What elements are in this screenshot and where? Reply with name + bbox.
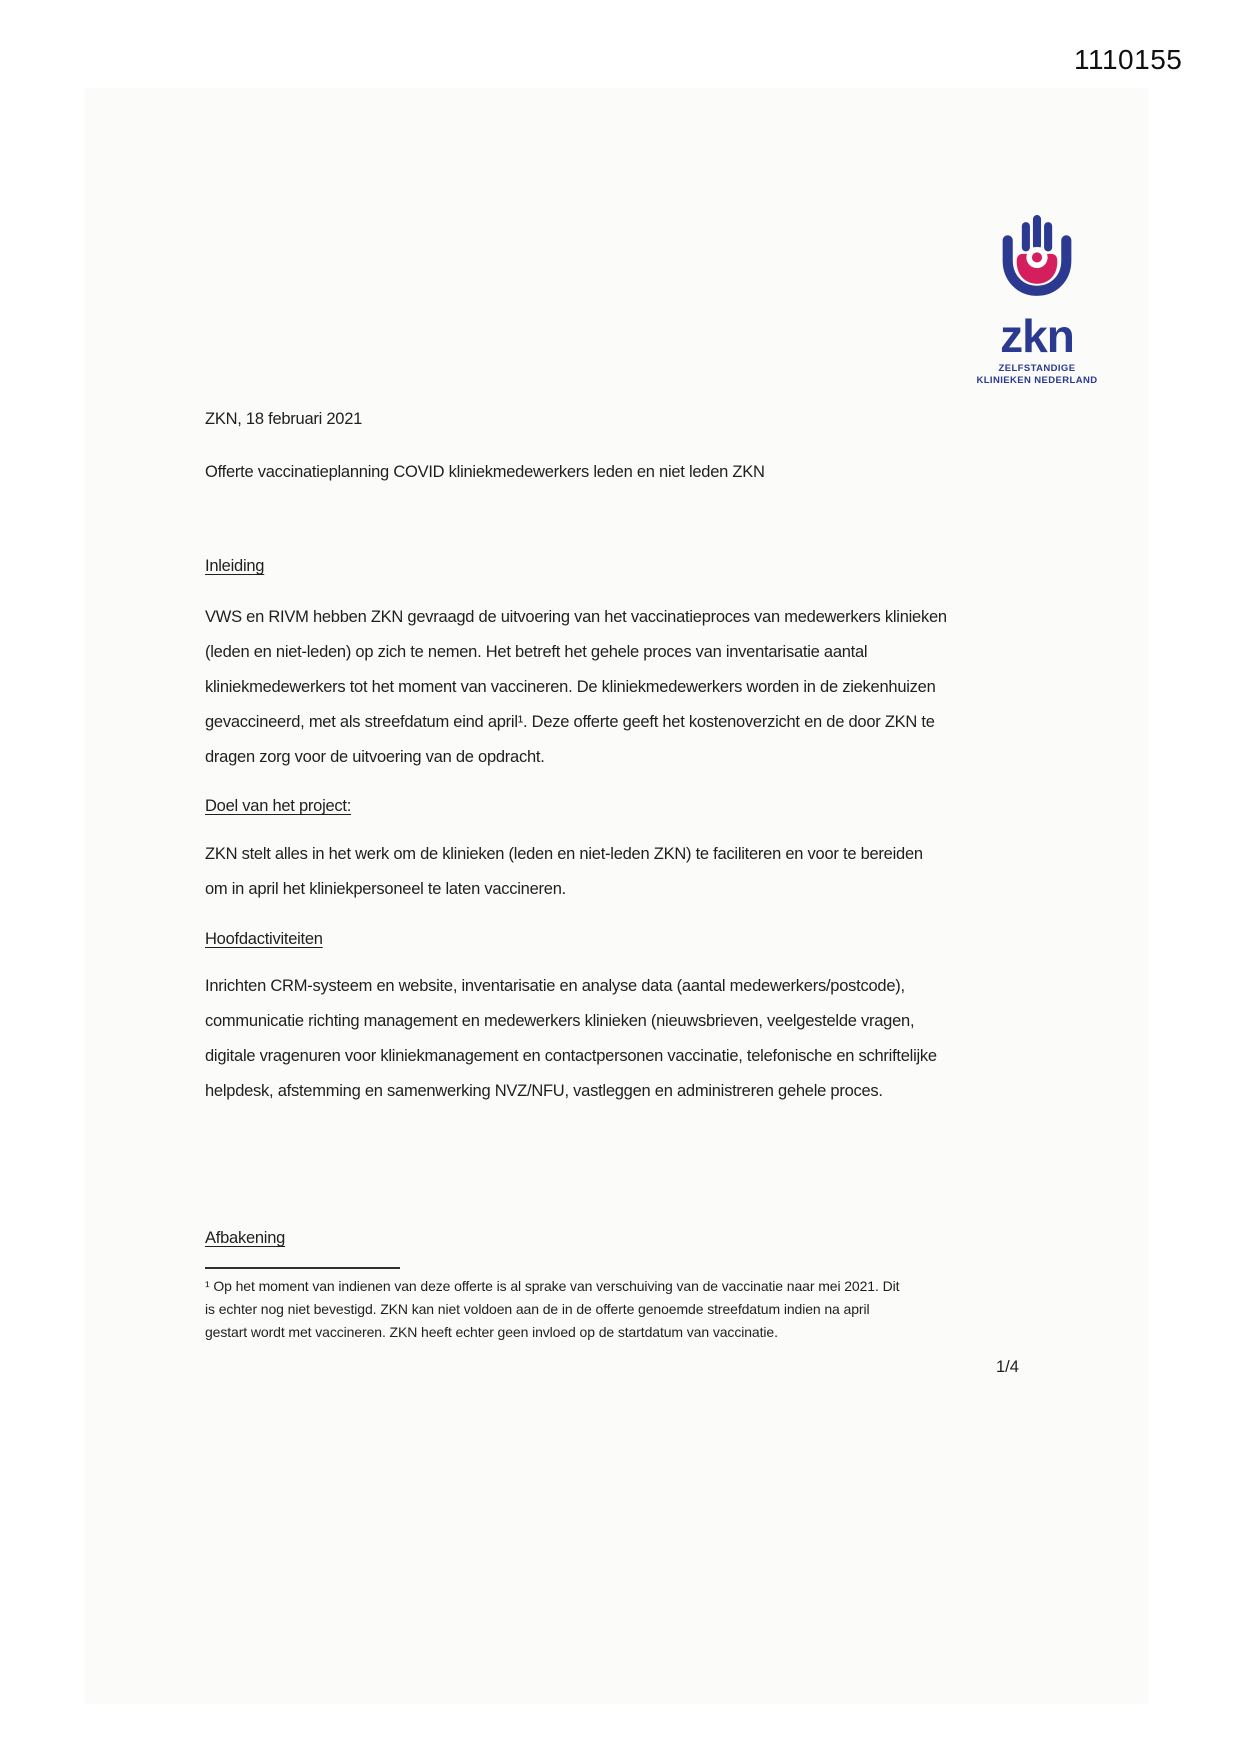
text-line: dragen zorg voor de uitvoering van de opdracht. <box>205 748 545 766</box>
text-line: om in april het kliniekpersoneel te laten vaccineren. <box>205 880 566 898</box>
zkn-logo <box>965 214 1109 387</box>
paragraph-doel <box>205 837 923 907</box>
page-indicator: 1/4 <box>996 1358 1019 1376</box>
footnote-line: ¹ Op het moment van indienen van deze offerte is al sprake van verschuiving van de vaccinatie naar mei 2021. Dit <box>205 1278 900 1294</box>
heading-doel: Doel van het project: <box>205 797 352 815</box>
text-line: Inrichten CRM-systeem en website, inventarisatie en analyse data (aantal medewerkers/postcode), <box>205 977 905 995</box>
subject-line: Offerte vaccinatieplanning COVID kliniekmedewerkers leden en niet leden ZKN <box>205 463 765 481</box>
text-line: ZKN stelt alles in het werk om de klinieken (leden en niet-leden ZKN) te faciliteren en voor te bereiden <box>205 845 923 863</box>
date-line: ZKN, 18 februari 2021 <box>205 410 363 428</box>
footnote-line: gestart wordt met vaccineren. ZKN heeft echter geen invloed op de startdatum van vaccinatie. <box>205 1324 778 1340</box>
text-line: helpdesk, afstemming en samenwerking NVZ/NFU, vastleggen en administreren gehele proces. <box>205 1082 883 1100</box>
footnote-separator <box>205 1267 400 1269</box>
heading-inleiding: Inleiding <box>205 557 265 575</box>
text-line: (leden en niet-leden) op zich te nemen. Het betreft het gehele proces van inventarisatie aantal <box>205 643 868 661</box>
text-line: kliniekmedewerkers tot het moment van vaccineren. De kliniekmedewerkers worden in de ziekenhuizen <box>205 678 936 696</box>
doc-number: 1110155 <box>1074 44 1183 75</box>
footnote <box>205 1275 899 1344</box>
heading-hoofdactiviteiten: Hoofdactiviteiten <box>205 930 323 948</box>
palm-red-dot <box>1032 252 1042 262</box>
hand-stop-icon <box>1000 214 1074 310</box>
text-line: gevaccineerd, met als streefdatum eind april¹. Deze offerte geeft het kostenoverzicht en de door ZKN te <box>205 713 935 731</box>
text-line: communicatie richting management en medewerkers klinieken (nieuwsbrieven, veelgestelde vragen, <box>205 1012 915 1030</box>
logo-wordmark: zkn <box>1000 310 1074 362</box>
logo-subtitle-line2: KLINIEKEN NEDERLAND <box>976 375 1098 386</box>
text-line: VWS en RIVM hebben ZKN gevraagd de uitvoering van het vaccinatieproces van medewerkers klinieken <box>205 608 947 626</box>
heading-afbakening: Afbakening <box>205 1229 286 1247</box>
logo-subtitle-line1: ZELFSTANDIGE <box>998 363 1076 374</box>
paragraph-hoofdactiviteiten <box>205 969 937 1109</box>
paragraph-inleiding <box>205 600 947 775</box>
footnote-line: is echter nog niet bevestigd. ZKN kan niet voldoen aan de in de offerte genoemde streefdatum indien na april <box>205 1301 870 1317</box>
text-line: digitale vragenuren voor kliniekmanagement en contactpersonen vaccinatie, telefonische en schriftelijke <box>205 1047 937 1065</box>
